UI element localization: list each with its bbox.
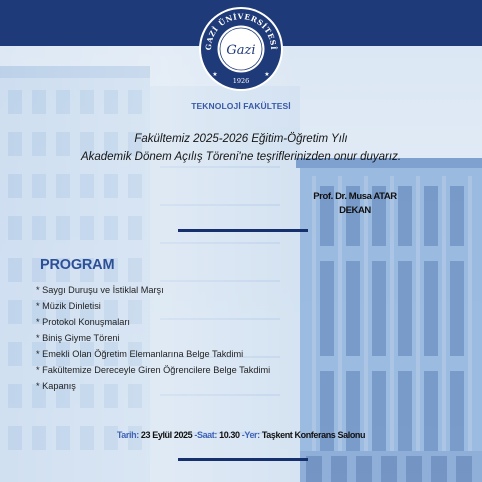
seal-signature: Gazi	[226, 43, 256, 58]
bullet-icon: *	[36, 381, 43, 391]
bullet-icon: *	[36, 301, 43, 311]
program-item-label: Müzik Dinletisi	[42, 301, 101, 311]
program-item-label: Kapanış	[42, 381, 76, 391]
bullet-icon: *	[36, 365, 43, 375]
divider-top	[178, 229, 308, 232]
place-value: Taşkent Konferans Salonu	[261, 430, 366, 440]
bullet-icon: *	[36, 349, 43, 359]
invitation-line-2: Akademik Dönem Açılış Töreni'ne teşriflerinizden onur duyarız.	[80, 151, 402, 163]
seal-year: 1926	[232, 77, 250, 85]
program-item-label: Protokol Konuşmaları	[42, 317, 130, 327]
university-seal-logo	[198, 6, 284, 92]
divider-bottom	[178, 458, 308, 461]
event-details	[0, 430, 482, 440]
program-item	[36, 333, 270, 349]
invitation-line-1: Fakültemiz 2025-2026 Eğitim-Öğretim Yılı	[134, 133, 348, 145]
time-label: -Saat:	[194, 430, 217, 440]
bullet-icon: *	[36, 333, 43, 343]
time-value: 10.30	[219, 430, 240, 440]
program-item-label: Saygı Duruşu ve İstiklal Marşı	[42, 285, 164, 295]
date-label: Tarih:	[116, 430, 139, 440]
seal-star-left-icon: ★	[212, 72, 218, 78]
program-item	[36, 285, 270, 301]
program-item	[36, 317, 270, 333]
program-item-label: Biniş Giyme Töreni	[42, 333, 120, 343]
faculty-name: TEKNOLOJİ FAKÜLTESİ	[191, 101, 291, 111]
program-item	[36, 349, 270, 365]
program-list	[36, 285, 270, 397]
seal-star-right-icon: ★	[264, 72, 270, 78]
bullet-icon: *	[36, 317, 43, 327]
program-item-label: Fakültemize Dereceyle Giren Öğrencilere Belge Takdimi	[42, 365, 271, 375]
program-item	[36, 365, 270, 381]
seal-university-text: GAZİ ÜNİVERSİTESİ	[203, 11, 279, 51]
program-item-label: Emekli Olan Öğretim Elemanlarına Belge Takdimi	[42, 349, 244, 359]
signatory-title: DEKAN	[339, 205, 371, 216]
program-heading: PROGRAM	[40, 257, 115, 273]
program-item	[36, 381, 270, 397]
date-value: 23 Eylül 2025	[140, 430, 193, 440]
place-label: -Yer:	[241, 430, 260, 440]
bullet-icon: *	[36, 285, 43, 295]
signatory-name: Prof. Dr. Musa ATAR	[313, 191, 397, 202]
program-item	[36, 301, 270, 317]
